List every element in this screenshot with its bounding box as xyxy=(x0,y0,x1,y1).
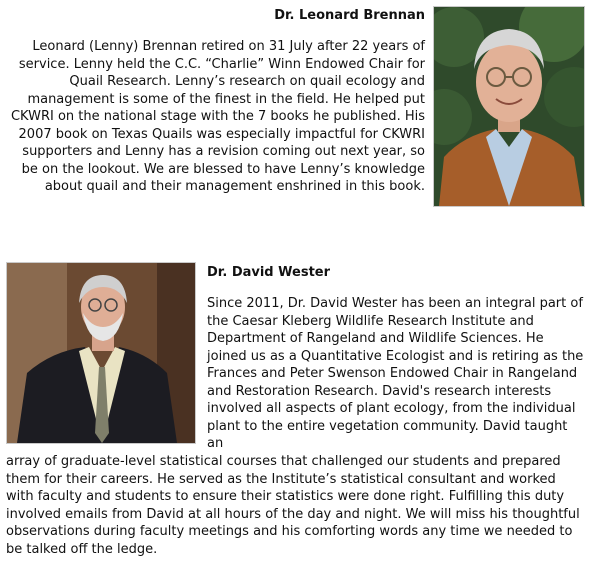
bio-brennan: Leonard (Lenny) Brennan retired on 31 July after 22 years of service. Lenny held the C.C. “Charlie” Winn Endowed Chair for Quail Research. Lenny’s research on quail ecology and management is some of the finest in the field. He helped put CKWRI on the national stage with the 7 books he published. His 2007 book on Texas Quails was especially impactful for CKWRI supporters and Lenny has a revision coming out next year, so be on the lookout. We are blessed to have Lenny’s knowledge about quail and their management enshrined in this book. xyxy=(10,39,425,194)
bio-wester-bottom: array of graduate-level statistical courses that challenged our students and prepared them for their careers. He served as the Institute’s statistical consultant and worked with faculty and students to ensure their statistics were done right. Fulfilling this duty involved emails from David at all hours of the day and night. We will miss his thoughtful observations during faculty meetings and his comforting words any time we needed to be talked off the ledge. xyxy=(6,454,580,557)
photo-brennan xyxy=(433,6,585,207)
bio-wester-top: Since 2011, Dr. David Wester has been an integral part of the Caesar Kleberg Wildlife Research Institute and Department of Rangeland and Wildlife Sciences. He joined us as a Quantitative Ecologist and is retiring as the Frances and Peter Swenson Endowed Chair in Rangeland and Restoration Research. David's research interests involved all aspects of plant ecology, from the individual plant to the entire vegetation community. David taught an xyxy=(207,296,584,451)
photo-wester xyxy=(6,262,196,444)
person-name-brennan: Dr. Leonard Brennan xyxy=(274,8,425,23)
person-name-wester: Dr. David Wester xyxy=(207,265,331,280)
